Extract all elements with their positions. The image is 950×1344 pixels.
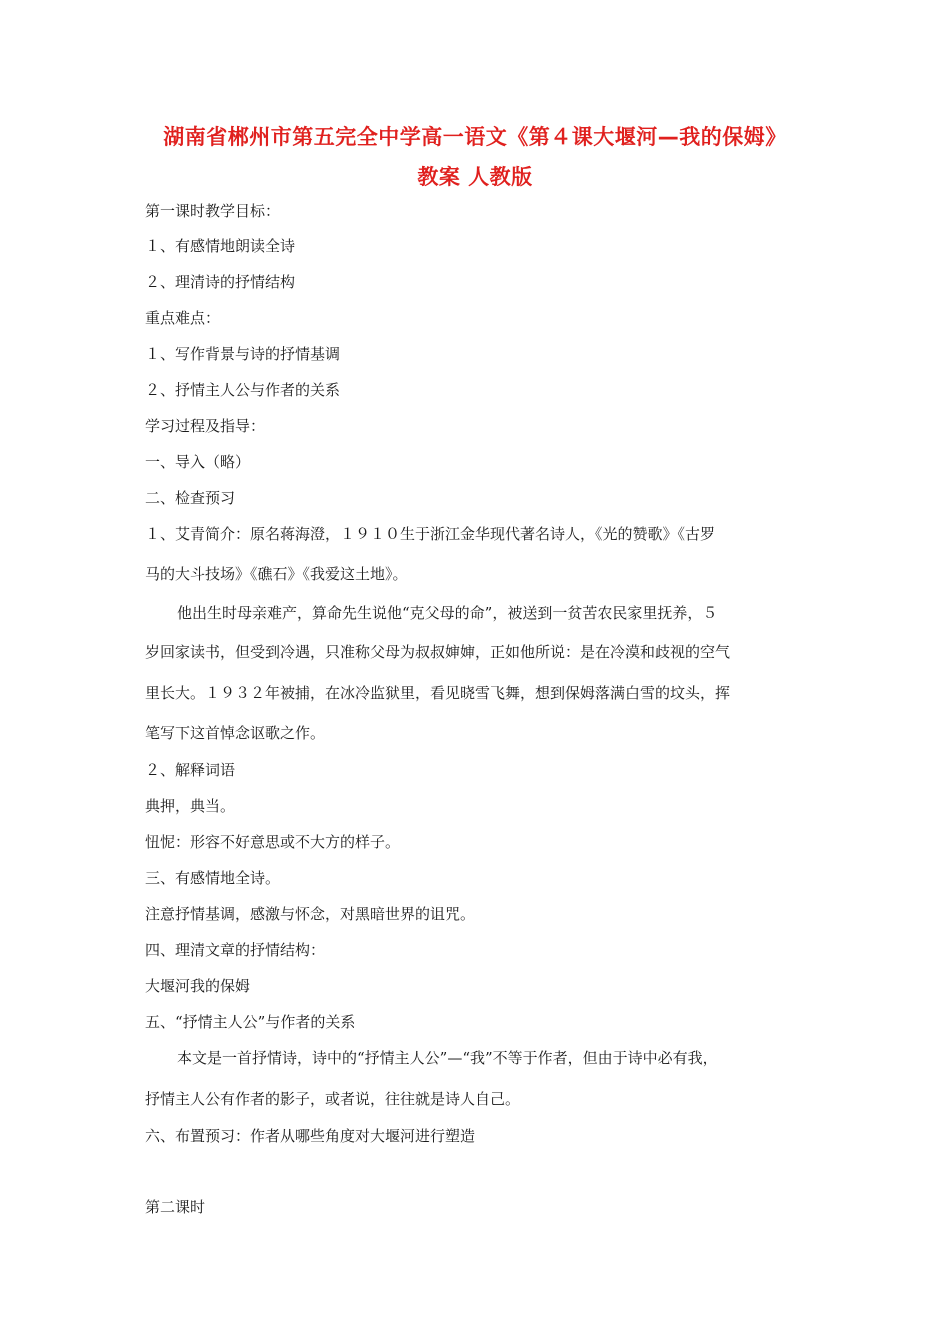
text-line: 笔写下这首悼念讴歌之作。 <box>145 724 326 742</box>
text-line: 学习过程及指导： <box>145 417 266 435</box>
text-line: 五、“抒情主人公”与作者的关系 <box>145 1013 356 1031</box>
text-line: 第二课时 <box>145 1198 206 1216</box>
text-line: ２、理清诗的抒情结构 <box>145 273 296 291</box>
text-line: 第一课时教学目标： <box>145 202 281 220</box>
text-line: １、有感情地朗读全诗 <box>145 237 296 255</box>
text-line: 他出生时母亲难产，算命先生说他“克父母的命”，被送到一贫苦农民家里抚养，５ <box>177 604 718 622</box>
text-line: 大堰河我的保姆 <box>145 977 251 995</box>
text-line: 注意抒情基调，感激与怀念，对黑暗世界的诅咒。 <box>145 905 476 923</box>
text-line: 本文是一首抒情诗，诗中的“抒情主人公”—“我”不等于作者，但由于诗中必有我， <box>177 1049 718 1067</box>
text-line: １、艾青简介：原名蒋海澄，１９１０生于浙江金华现代著名诗人，《光的赞歌》《古罗 <box>145 525 716 543</box>
text-line: 典押，典当。 <box>145 797 236 815</box>
text-line: 重点难点： <box>145 309 221 327</box>
text-line: 六、布置预习：作者从哪些角度对大堰河进行塑造 <box>145 1127 476 1145</box>
document-title-line-1: 湖南省郴州市第五完全中学高一语文《第４课大堰河—我的保姆》 <box>163 125 787 149</box>
text-line: 马的大斗技场》《礁石》《我爱这土地》。 <box>145 565 408 583</box>
text-line: ２、解释词语 <box>145 761 236 779</box>
text-line: 抒情主人公有作者的影子，或者说，往往就是诗人自己。 <box>145 1090 521 1108</box>
document-title-line-2: 教案 人教版 <box>417 165 533 189</box>
text-line: １、写作背景与诗的抒情基调 <box>145 345 341 363</box>
text-line: 二、检查预习 <box>145 489 236 507</box>
text-line: 一、导入（略） <box>145 453 251 471</box>
text-line: 里长大。１９３２年被捕，在冰冷监狱里，看见晓雪飞舞，想到保姆落满白雪的坟头，挥 <box>145 684 731 702</box>
text-line: 岁回家读书，但受到冷遇，只准称父母为叔叔婶婶，正如他所说：是在冷漠和歧视的空气 <box>145 643 731 661</box>
text-line: 忸怩：形容不好意思或不大方的样子。 <box>145 833 401 851</box>
text-line: 四、理清文章的抒情结构： <box>145 941 326 959</box>
text-line: ２、抒情主人公与作者的关系 <box>145 381 341 399</box>
text-line: 三、有感情地全诗。 <box>145 869 281 887</box>
